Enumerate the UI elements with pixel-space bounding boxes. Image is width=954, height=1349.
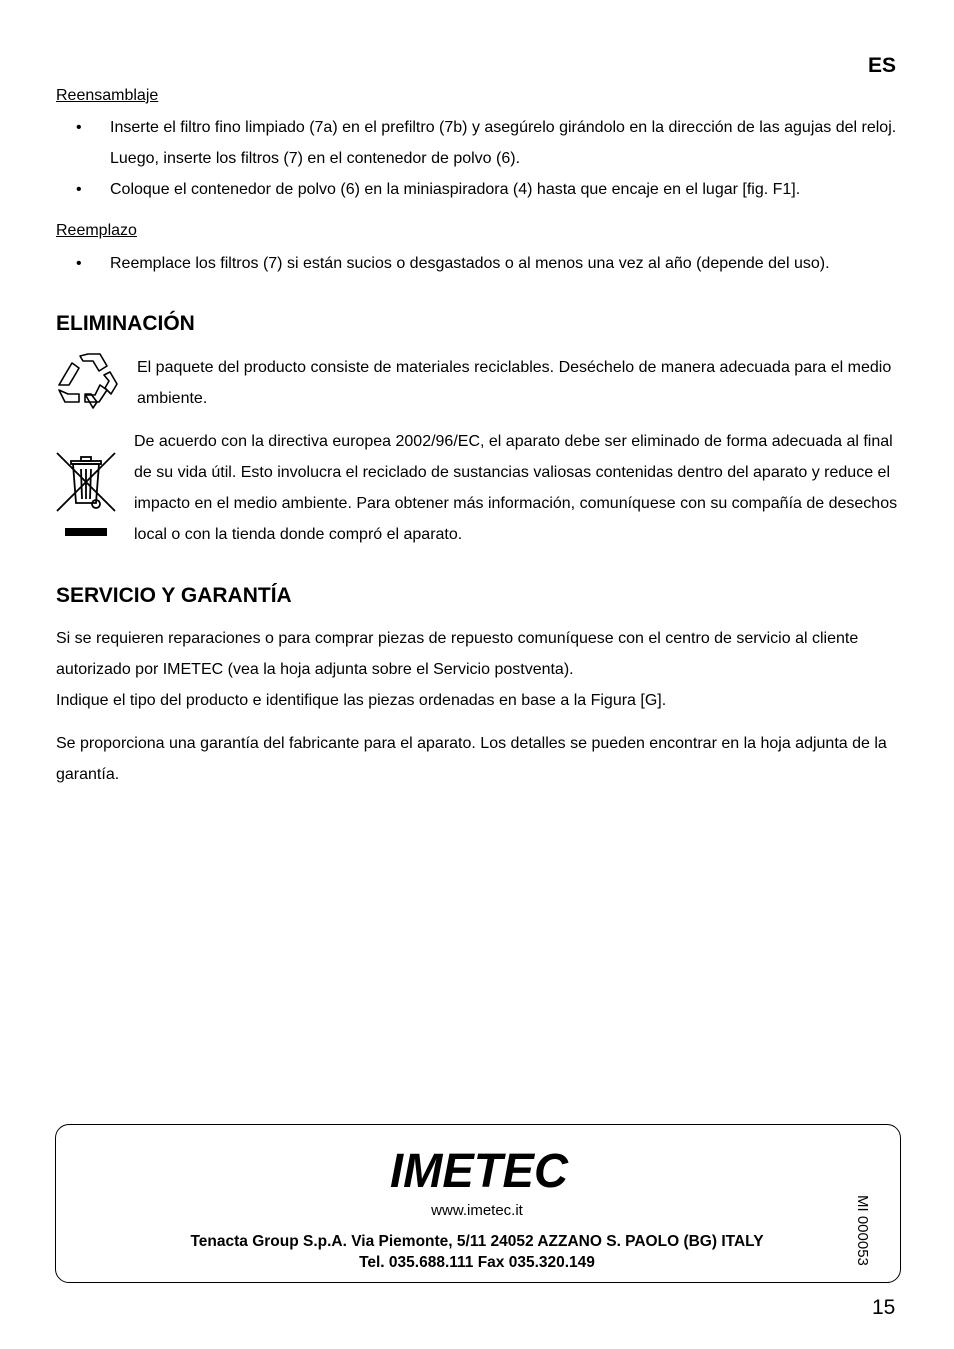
imetec-logo <box>386 1143 572 1197</box>
service-paragraph-1: Si se requieren reparaciones o para comprar piezas de repuesto comuníquese con el centro de servicio al cliente autorizado por IMETEC (vea la hoja adjunta sobre el Servicio postventa). Indique el tipo del producto e identifique las piezas ordenadas en base a la Figura [G]. <box>56 630 859 709</box>
replacement-bullet-1: • Reemplace los filtros (7) si están sucios o desgastados o al menos una vez al año (depende del uso). <box>56 248 906 279</box>
website-url[interactable]: www.imetec.it <box>431 1202 523 1219</box>
weee-text: De acuerdo con la directiva europea 2002/96/EC, el aparato debe ser eliminado de forma adecuada al final de su vida útil. Esto involucra el reciclado de sustancias valiosas contenidas dentro del aparato y reduce el impacto en el medio ambiente. Para obtener más información, comuníquese con su compañía de desechos local o con la tienda donde compró el aparato. <box>134 433 898 543</box>
reassembly-heading: Reensamblaje <box>56 87 159 104</box>
recycle-text: El paquete del producto consiste de materiales reciclables. Deséchelo de manera adecuada para el medio ambiente. <box>137 359 892 407</box>
crossed-bin-icon <box>55 449 119 541</box>
svg-text:IMETEC: IMETEC <box>390 1145 570 1197</box>
bullet-dot-icon: • <box>76 119 82 136</box>
page-number: 15 <box>872 1296 896 1319</box>
warranty-paragraph: Se proporciona una garantía del fabricante para el aparato. Los detalles se pueden encontrar en la hoja adjunta de la garantía. <box>56 735 887 783</box>
replacement-heading: Reemplazo <box>56 222 137 239</box>
recycle-icon <box>55 350 121 414</box>
disposal-title: ELIMINACIÓN <box>56 312 195 335</box>
document-code: MI 000053 <box>854 1195 871 1266</box>
reassembly-bullet-2: • Coloque el contenedor de polvo (6) en la miniaspiradora (4) hasta que encaje en el lugar [fig. F1]. <box>56 174 906 205</box>
service-title: SERVICIO Y GARANTÍA <box>56 584 292 607</box>
reassembly-bullet-1: • Inserte el filtro fino limpiado (7a) en el prefiltro (7b) y asegúrelo girándolo en la dirección de las agujas del reloj. Luego, inserte los filtros (7) en el contenedor de polvo (6). <box>56 112 906 174</box>
company-phone: Tel. 035.688.111 Fax 035.320.149 <box>359 1254 595 1271</box>
bullet-dot-icon: • <box>76 181 82 198</box>
company-address: Tenacta Group S.p.A. Via Piemonte, 5/11 24052 AZZANO S. PAOLO (BG) ITALY <box>190 1233 764 1250</box>
language-code: ES <box>868 54 897 77</box>
bullet-dot-icon: • <box>76 255 82 272</box>
